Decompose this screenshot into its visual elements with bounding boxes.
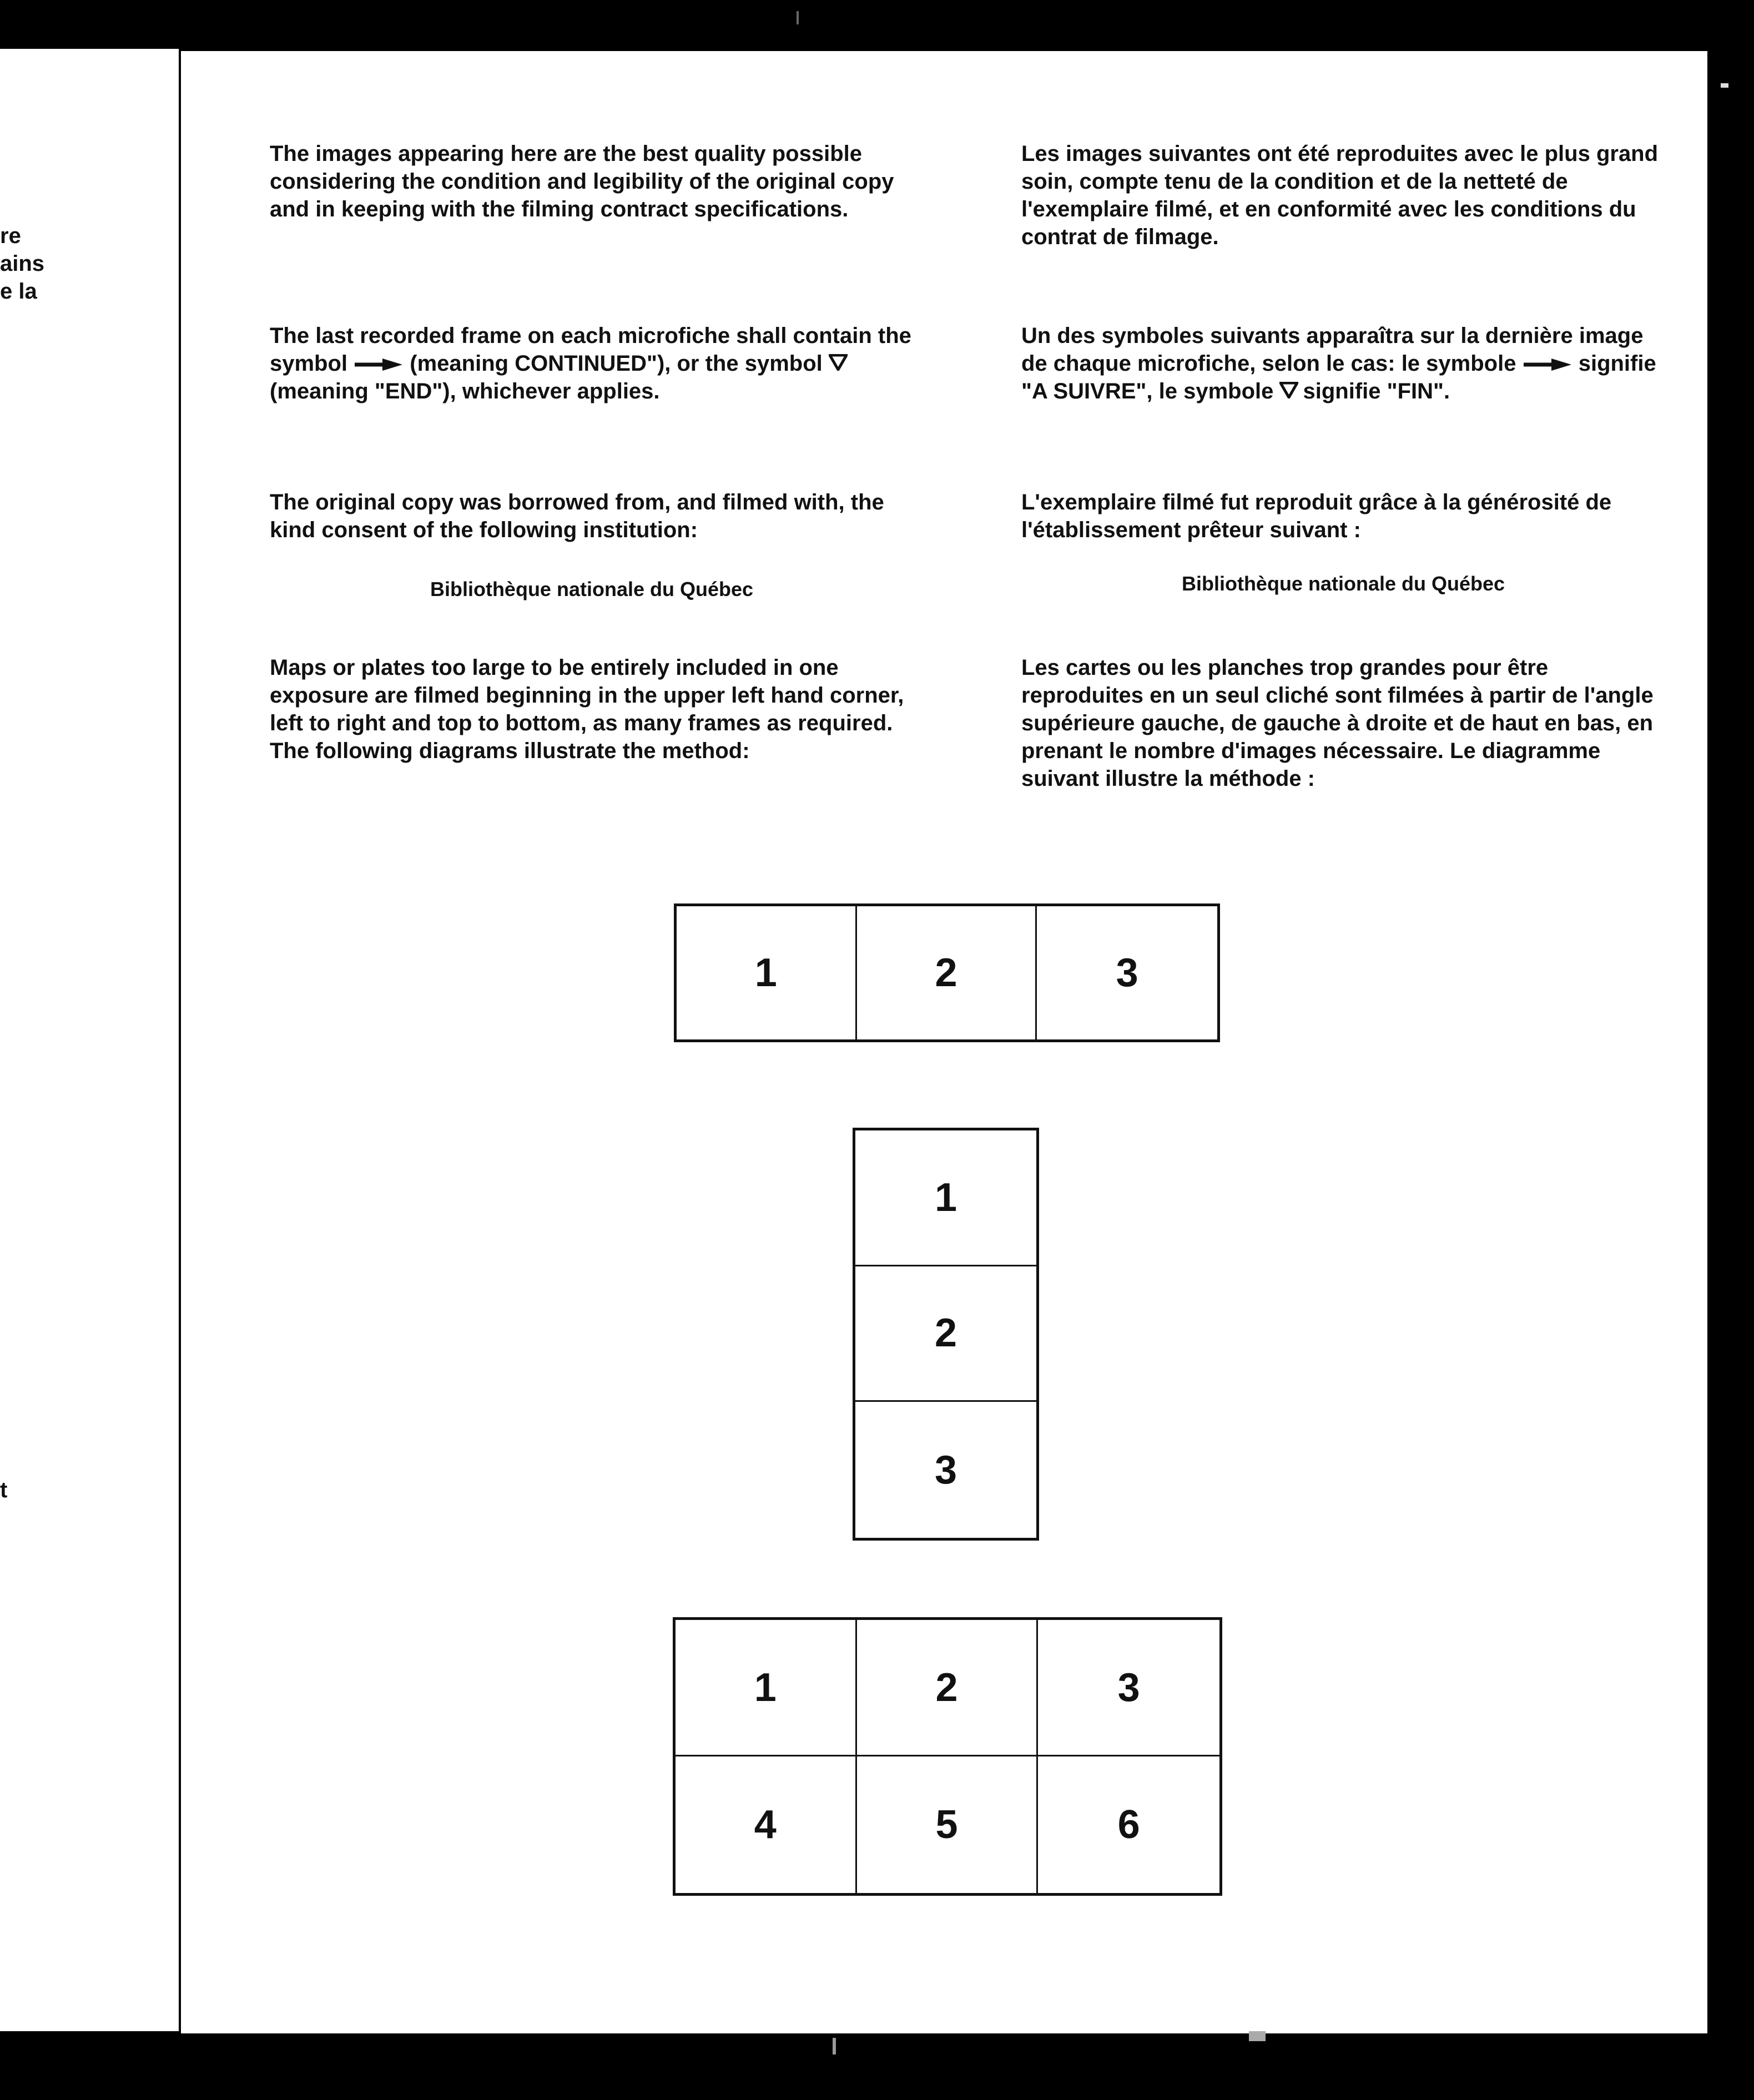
left-fragment: re: [0, 224, 21, 248]
diagram-grid-cell: 1: [676, 1620, 857, 1756]
left-fragment: ains: [0, 251, 45, 276]
continued-arrow-icon: [354, 357, 404, 372]
english-paragraph-quality: The images appearing here are the best quality possible considering the condition and legibility of the original copy and in keeping with the filming contract specifications.: [270, 142, 894, 221]
diagram-grid-cell: 2: [857, 1620, 1039, 1756]
french-paragraph-maps: Les cartes ou les planches trop grandes pour être reproduites en un seul cliché sont filmées à partir de l'angle supérieure gauche, de gauche à droite et de haut en bas, en prenant le nombre d'images nécessaire. Le diagramme suivant illustre la méthode :: [1021, 655, 1654, 791]
scan-speck: [833, 2038, 836, 2054]
french-symbols-text-c: signifie "FIN".: [1303, 379, 1450, 403]
french-paragraph-quality: Les images suivantes ont été reproduites avec le plus grand soin, compte tenu de la condition et de la netteté de l'exemplaire filmé, et en conformité avec les conditions du contrat de filmage.: [1021, 142, 1659, 249]
left-page-edge: [0, 49, 179, 2031]
english-symbols-text-a: The last recorded frame on each microfiche shall contain the symbol: [270, 324, 911, 376]
english-institution: Bibliothèque nationale du Québec: [430, 578, 754, 600]
french-paragraph-source: L'exemplaire filmé fut reproduit grâce à la générosité de l'établissement prêteur suivant :: [1021, 490, 1612, 542]
english-symbols-text-b: (meaning CONTINUED"),: [410, 351, 671, 376]
diagram-grid: [673, 1617, 1222, 1896]
diagram-row: [674, 903, 1220, 1042]
french-symbols-text-a: Un des symboles suivants apparaîtra sur la dernière image de chaque microfiche, selon le cas: le symbole: [1021, 324, 1644, 376]
continued-arrow-icon: [1523, 357, 1572, 372]
left-fragment: e la: [0, 279, 37, 304]
scan-speck: [797, 11, 799, 24]
english-symbols-text-c: or the symbol: [677, 351, 823, 376]
diagram-row-cell: 2: [857, 906, 1037, 1039]
end-triangle-icon: [829, 354, 848, 371]
diagram-row-cell: 3: [1116, 951, 1138, 995]
french-column: [1021, 140, 1665, 861]
scan-speck: [1721, 83, 1728, 88]
english-paragraph-symbols: [270, 322, 914, 405]
diagram-grid-cell: 4: [676, 1756, 857, 1893]
diagram-column-cell: 3: [934, 1447, 957, 1492]
diagram-grid-cell: 5: [857, 1756, 1039, 1893]
diagram-row-cell: 1: [677, 906, 857, 1039]
french-symbols-text-b: signifie "A SUIVRE", le symbole: [1021, 351, 1656, 403]
diagram-grid-cell: 6: [1117, 1803, 1140, 1847]
english-column: [270, 140, 914, 861]
diagram-column-cell: 2: [855, 1266, 1036, 1402]
french-institution: Bibliothèque nationale du Québec: [1181, 572, 1505, 595]
scan-speck: [1249, 2031, 1266, 2041]
english-paragraph-maps: Maps or plates too large to be entirely included in one exposure are filmed beginning in the upper left hand corner, left to right and top to bottom, as many frames as required. The following diagrams illustrate the method:: [270, 655, 904, 763]
english-paragraph-source: The original copy was borrowed from, and filmed with, the kind consent of the following institution:: [270, 490, 884, 542]
end-triangle-icon: [1279, 382, 1298, 398]
main-page: [181, 51, 1707, 2033]
diagram-grid-cell: 3: [1038, 1620, 1219, 1756]
left-fragment: t: [0, 1478, 8, 1502]
diagram-column-cell: 1: [855, 1130, 1036, 1266]
diagram-column: [853, 1128, 1039, 1541]
english-symbols-text-d: (meaning "END"), whichever applies.: [270, 379, 660, 403]
french-paragraph-symbols: [1021, 322, 1665, 405]
